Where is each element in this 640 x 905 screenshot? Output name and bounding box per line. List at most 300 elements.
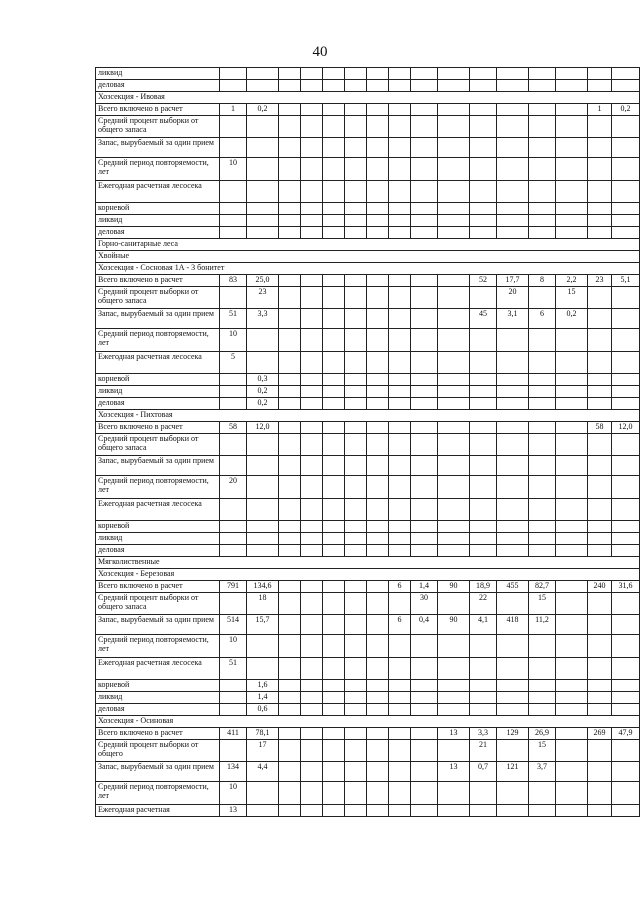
table-cell xyxy=(411,805,438,817)
table-cell xyxy=(497,329,529,352)
table-cell xyxy=(301,80,323,92)
table-cell xyxy=(556,203,588,215)
table-cell xyxy=(612,533,640,545)
table-cell: 1,6 xyxy=(247,680,279,692)
table-cell xyxy=(411,434,438,456)
table-cell xyxy=(556,386,588,398)
table-cell xyxy=(470,704,497,716)
table-cell xyxy=(301,581,323,593)
table-cell xyxy=(529,499,556,521)
table-cell xyxy=(301,329,323,352)
table-cell xyxy=(497,80,529,92)
table-cell xyxy=(612,309,640,329)
table-cell xyxy=(389,287,411,309)
table-cell xyxy=(438,398,470,410)
table-cell xyxy=(529,104,556,116)
table-cell xyxy=(470,138,497,158)
row-label: Запас, вырубаемый за один прием xyxy=(96,762,220,782)
table-row xyxy=(96,533,640,545)
row-label: Средний процент выборки от общего запаса xyxy=(96,434,220,456)
table-cell xyxy=(497,374,529,386)
table-cell: 15 xyxy=(529,740,556,762)
table-cell xyxy=(220,456,247,476)
row-label: ликвид xyxy=(96,215,220,227)
table-row xyxy=(96,116,640,138)
table-cell xyxy=(438,386,470,398)
table-cell xyxy=(529,704,556,716)
table-cell xyxy=(529,116,556,138)
table-cell xyxy=(411,116,438,138)
table-cell: 51 xyxy=(220,658,247,680)
table-cell xyxy=(612,227,640,239)
table-cell xyxy=(367,287,389,309)
table-cell xyxy=(556,499,588,521)
table-cell: 17 xyxy=(247,740,279,762)
table-cell xyxy=(323,287,345,309)
table-row xyxy=(96,680,640,692)
table-cell xyxy=(529,658,556,680)
table-cell: 0,2 xyxy=(247,398,279,410)
table-cell xyxy=(367,704,389,716)
table-cell xyxy=(389,203,411,215)
table-cell xyxy=(588,762,612,782)
table-cell xyxy=(345,762,367,782)
table-cell xyxy=(438,422,470,434)
table-row xyxy=(96,398,640,410)
table-row xyxy=(96,227,640,239)
table-cell xyxy=(367,227,389,239)
table-cell xyxy=(279,581,301,593)
table-cell xyxy=(556,138,588,158)
table-cell xyxy=(301,740,323,762)
row-label: деловая xyxy=(96,545,220,557)
table-cell xyxy=(301,521,323,533)
table-cell xyxy=(247,499,279,521)
table-cell xyxy=(345,533,367,545)
table-cell: 83 xyxy=(220,275,247,287)
table-cell xyxy=(279,138,301,158)
table-cell xyxy=(529,635,556,658)
table-cell xyxy=(301,615,323,635)
table-cell xyxy=(588,593,612,615)
table-row xyxy=(96,215,640,227)
table-cell xyxy=(612,658,640,680)
table-cell xyxy=(345,680,367,692)
table-cell xyxy=(438,203,470,215)
table-cell xyxy=(588,521,612,533)
table-cell xyxy=(367,545,389,557)
table-cell: 26,9 xyxy=(529,728,556,740)
table-cell xyxy=(323,158,345,181)
table-cell xyxy=(529,227,556,239)
table-cell xyxy=(612,68,640,80)
table-cell xyxy=(389,68,411,80)
table-cell xyxy=(438,138,470,158)
table-cell xyxy=(389,398,411,410)
table-cell xyxy=(367,398,389,410)
table-cell xyxy=(411,138,438,158)
table-cell xyxy=(497,352,529,374)
table-cell: 4,1 xyxy=(470,615,497,635)
row-label: деловая xyxy=(96,227,220,239)
table-cell xyxy=(220,116,247,138)
table-row xyxy=(96,329,640,352)
table-cell xyxy=(612,740,640,762)
table-cell xyxy=(220,374,247,386)
table-cell xyxy=(301,704,323,716)
table-cell xyxy=(438,275,470,287)
table-cell: 82,7 xyxy=(529,581,556,593)
table-cell: 6 xyxy=(389,615,411,635)
table-cell xyxy=(438,215,470,227)
table-cell xyxy=(438,680,470,692)
table-cell xyxy=(367,692,389,704)
table-cell xyxy=(247,456,279,476)
table-cell: 22 xyxy=(470,593,497,615)
table-cell xyxy=(470,635,497,658)
row-label: деловая xyxy=(96,80,220,92)
table-row xyxy=(96,138,640,158)
table-cell xyxy=(301,287,323,309)
table-cell xyxy=(411,215,438,227)
table-cell xyxy=(389,80,411,92)
table-cell xyxy=(411,499,438,521)
table-cell xyxy=(470,227,497,239)
table-cell xyxy=(367,80,389,92)
section-title: Хозсекция - Ивовая xyxy=(96,92,640,104)
table-cell: 0,2 xyxy=(612,104,640,116)
table-cell xyxy=(588,181,612,203)
table-cell xyxy=(529,374,556,386)
row-label: корневой xyxy=(96,521,220,533)
table-cell xyxy=(612,635,640,658)
table-cell xyxy=(279,215,301,227)
table-cell: 121 xyxy=(497,762,529,782)
table-cell: 18,9 xyxy=(470,581,497,593)
table-cell xyxy=(529,680,556,692)
table-row xyxy=(96,68,640,80)
table-cell xyxy=(389,805,411,817)
section-row xyxy=(96,410,640,422)
table-cell: 418 xyxy=(497,615,529,635)
table-cell xyxy=(367,521,389,533)
table-cell xyxy=(279,740,301,762)
table-cell xyxy=(470,158,497,181)
table-cell xyxy=(345,728,367,740)
table-cell xyxy=(323,704,345,716)
table-cell xyxy=(345,545,367,557)
table-row xyxy=(96,80,640,92)
table-cell xyxy=(438,805,470,817)
table-cell xyxy=(301,593,323,615)
table-cell xyxy=(301,116,323,138)
table-cell: 58 xyxy=(220,422,247,434)
table-cell xyxy=(470,533,497,545)
table-cell xyxy=(367,782,389,805)
table-cell xyxy=(438,704,470,716)
table-cell xyxy=(470,521,497,533)
table-cell xyxy=(588,680,612,692)
table-cell xyxy=(220,287,247,309)
table-cell xyxy=(323,80,345,92)
row-label: Ежегодная расчетная лесосека xyxy=(96,499,220,521)
table-cell xyxy=(323,692,345,704)
table-cell xyxy=(389,434,411,456)
table-cell xyxy=(529,692,556,704)
table-cell: 12,0 xyxy=(247,422,279,434)
table-cell xyxy=(470,329,497,352)
table-cell xyxy=(220,593,247,615)
table-cell xyxy=(411,80,438,92)
section-row xyxy=(96,263,640,275)
table-cell xyxy=(279,545,301,557)
table-cell: 6 xyxy=(529,309,556,329)
table-row xyxy=(96,386,640,398)
table-cell xyxy=(279,104,301,116)
table-cell xyxy=(497,456,529,476)
table-cell xyxy=(220,434,247,456)
table-cell xyxy=(389,386,411,398)
table-cell xyxy=(301,215,323,227)
table-cell xyxy=(345,782,367,805)
table-cell xyxy=(389,476,411,499)
table-cell xyxy=(279,762,301,782)
table-cell xyxy=(323,635,345,658)
row-label: деловая xyxy=(96,398,220,410)
table-cell xyxy=(301,374,323,386)
table-cell: 23 xyxy=(588,275,612,287)
table-cell xyxy=(345,805,367,817)
table-cell xyxy=(529,287,556,309)
table-cell xyxy=(470,398,497,410)
table-cell xyxy=(438,658,470,680)
table-cell xyxy=(612,116,640,138)
table-cell xyxy=(556,227,588,239)
table-cell xyxy=(389,680,411,692)
table-cell xyxy=(411,352,438,374)
table-cell xyxy=(279,680,301,692)
table-cell xyxy=(556,704,588,716)
table-cell xyxy=(301,658,323,680)
table-cell xyxy=(438,593,470,615)
row-label: Всего включено в расчет xyxy=(96,275,220,287)
table-cell: 1 xyxy=(588,104,612,116)
table-cell xyxy=(279,456,301,476)
table-cell xyxy=(301,456,323,476)
table-cell xyxy=(389,762,411,782)
table-cell xyxy=(556,728,588,740)
table-cell xyxy=(279,692,301,704)
table-cell xyxy=(470,80,497,92)
table-cell xyxy=(301,386,323,398)
row-label: Средний процент выборки от общего xyxy=(96,740,220,762)
table-cell xyxy=(529,68,556,80)
table-cell xyxy=(497,422,529,434)
table-cell xyxy=(411,422,438,434)
table-cell xyxy=(588,386,612,398)
row-label: Запас, вырубаемый за один прием xyxy=(96,138,220,158)
table-cell xyxy=(612,434,640,456)
table-cell xyxy=(470,203,497,215)
table-cell: 12,0 xyxy=(612,422,640,434)
table-cell xyxy=(323,740,345,762)
table-cell xyxy=(470,680,497,692)
table-cell xyxy=(247,227,279,239)
table-cell xyxy=(470,422,497,434)
table-cell xyxy=(323,309,345,329)
table-cell xyxy=(556,581,588,593)
table-cell xyxy=(220,692,247,704)
table-cell xyxy=(367,158,389,181)
table-cell xyxy=(279,615,301,635)
table-cell: 3,3 xyxy=(470,728,497,740)
table-cell xyxy=(556,80,588,92)
table-cell xyxy=(367,658,389,680)
table-cell xyxy=(323,138,345,158)
table-cell xyxy=(220,386,247,398)
table-cell xyxy=(301,635,323,658)
table-cell xyxy=(588,692,612,704)
table-cell xyxy=(345,374,367,386)
table-cell xyxy=(367,581,389,593)
table-cell xyxy=(345,104,367,116)
table-cell xyxy=(529,181,556,203)
table-cell: 5,1 xyxy=(612,275,640,287)
table-cell xyxy=(470,456,497,476)
table-cell xyxy=(556,68,588,80)
table-cell xyxy=(345,476,367,499)
table-cell xyxy=(556,329,588,352)
table-cell xyxy=(247,329,279,352)
table-cell xyxy=(588,80,612,92)
table-cell xyxy=(588,215,612,227)
table-cell: 0,2 xyxy=(247,104,279,116)
table-cell xyxy=(279,329,301,352)
row-label: Средний период повторяемости, лет xyxy=(96,782,220,805)
table-cell xyxy=(497,215,529,227)
row-label: Всего включено в расчет xyxy=(96,104,220,116)
table-cell xyxy=(301,68,323,80)
table-cell xyxy=(301,227,323,239)
table-cell: 45 xyxy=(470,309,497,329)
table-cell xyxy=(497,704,529,716)
table-cell xyxy=(529,215,556,227)
table-cell xyxy=(588,635,612,658)
table-cell xyxy=(497,533,529,545)
table-cell xyxy=(389,658,411,680)
table-cell xyxy=(612,398,640,410)
page-number: 40 xyxy=(312,44,328,60)
table-row xyxy=(96,499,640,521)
table-cell xyxy=(612,329,640,352)
table-cell xyxy=(438,104,470,116)
table-cell xyxy=(389,275,411,287)
row-label: ликвид xyxy=(96,386,220,398)
table-cell: 129 xyxy=(497,728,529,740)
table-cell xyxy=(301,158,323,181)
row-label: корневой xyxy=(96,374,220,386)
section-row xyxy=(96,239,640,251)
table-cell xyxy=(367,203,389,215)
table-cell xyxy=(367,309,389,329)
table-cell: 15 xyxy=(529,593,556,615)
table-cell xyxy=(497,782,529,805)
table-cell xyxy=(612,203,640,215)
table-cell xyxy=(438,533,470,545)
table-cell xyxy=(470,181,497,203)
table-row xyxy=(96,434,640,456)
table-cell xyxy=(612,215,640,227)
table-cell xyxy=(345,422,367,434)
table-cell xyxy=(497,476,529,499)
table-row xyxy=(96,352,640,374)
section-title: Хозсекция - Пихтовая xyxy=(96,410,640,422)
table-cell xyxy=(367,635,389,658)
table-cell xyxy=(556,615,588,635)
table-cell xyxy=(497,635,529,658)
table-cell xyxy=(367,329,389,352)
table-cell xyxy=(470,658,497,680)
table-cell: 0,6 xyxy=(247,704,279,716)
table-cell xyxy=(438,329,470,352)
table-cell xyxy=(279,158,301,181)
table-cell xyxy=(497,593,529,615)
table-cell xyxy=(529,398,556,410)
section-title: Мягколиственные xyxy=(96,557,640,569)
table-cell xyxy=(247,658,279,680)
table-cell xyxy=(279,434,301,456)
table-cell xyxy=(588,309,612,329)
table-cell xyxy=(411,158,438,181)
table-cell xyxy=(556,352,588,374)
table-cell xyxy=(588,533,612,545)
table-cell xyxy=(279,658,301,680)
table-cell xyxy=(220,545,247,557)
table-cell xyxy=(588,374,612,386)
table-cell: 17,7 xyxy=(497,275,529,287)
table-cell xyxy=(612,80,640,92)
table-cell xyxy=(497,545,529,557)
table-cell xyxy=(438,227,470,239)
table-cell xyxy=(556,635,588,658)
table-cell xyxy=(497,181,529,203)
table-cell: 30 xyxy=(411,593,438,615)
table-row xyxy=(96,692,640,704)
table-cell xyxy=(279,68,301,80)
table-cell xyxy=(588,499,612,521)
table-cell xyxy=(279,521,301,533)
table-cell: 90 xyxy=(438,581,470,593)
table-cell xyxy=(389,309,411,329)
table-cell xyxy=(279,422,301,434)
table-cell xyxy=(470,386,497,398)
table-cell xyxy=(529,352,556,374)
table-cell xyxy=(345,434,367,456)
table-cell xyxy=(301,782,323,805)
table-cell xyxy=(497,138,529,158)
table-cell xyxy=(588,158,612,181)
table-cell xyxy=(389,104,411,116)
row-label: Всего включено в расчет xyxy=(96,422,220,434)
table-cell xyxy=(470,545,497,557)
table-cell xyxy=(612,476,640,499)
table-cell xyxy=(438,374,470,386)
table-cell xyxy=(438,434,470,456)
table-cell xyxy=(497,658,529,680)
table-cell: 13 xyxy=(220,805,247,817)
table-cell: 52 xyxy=(470,275,497,287)
table-cell xyxy=(345,227,367,239)
